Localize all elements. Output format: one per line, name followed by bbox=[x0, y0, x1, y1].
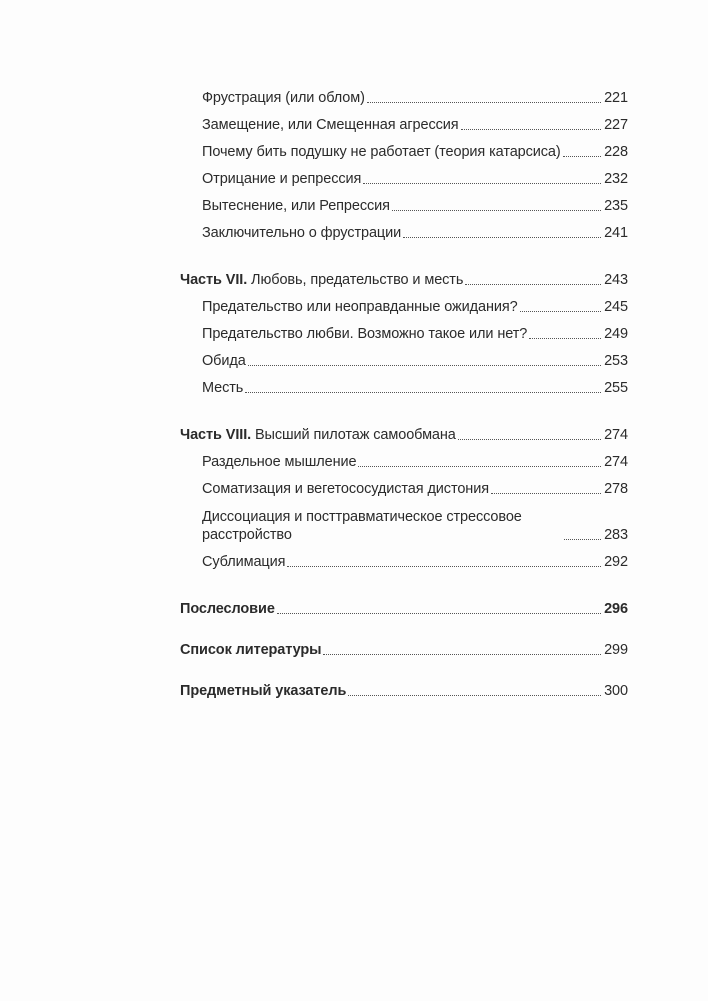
dot-leader bbox=[245, 392, 601, 393]
toc-entry[interactable] bbox=[180, 316, 628, 343]
toc-entry-title: Раздельное мышление bbox=[202, 454, 357, 470]
dot-leader bbox=[564, 539, 601, 540]
toc-entry-title: Замещение, или Смещенная агрессия bbox=[202, 117, 459, 133]
toc-entry[interactable] bbox=[180, 370, 628, 397]
toc-entry[interactable] bbox=[180, 188, 628, 215]
toc-entry-title: Список литературы bbox=[180, 642, 322, 658]
toc-entry[interactable] bbox=[180, 134, 628, 161]
dot-leader bbox=[403, 237, 601, 238]
toc-entry[interactable] bbox=[180, 215, 628, 242]
toc-entry-page: 292 bbox=[604, 554, 628, 570]
dot-leader bbox=[458, 439, 601, 440]
toc-entry-page: 296 bbox=[604, 601, 628, 617]
dot-leader bbox=[248, 365, 601, 366]
toc-entry-title: Соматизация и вегетососудистая дистония bbox=[202, 481, 489, 497]
toc-entry-page: 241 bbox=[604, 225, 628, 241]
dot-leader bbox=[563, 156, 601, 157]
dot-leader bbox=[348, 695, 601, 696]
dot-leader bbox=[461, 129, 602, 130]
toc-entry-title: Отрицание и репрессия bbox=[202, 171, 362, 187]
section-spacer bbox=[180, 571, 628, 591]
toc-entry-title: Послесловие bbox=[180, 601, 275, 617]
toc-afterword[interactable] bbox=[180, 591, 628, 618]
toc-entry[interactable] bbox=[180, 343, 628, 370]
part-name: Любовь, предательство и месть bbox=[247, 272, 464, 288]
dot-leader bbox=[529, 338, 601, 339]
toc-part-page: 274 bbox=[604, 427, 628, 443]
dot-leader bbox=[491, 493, 601, 494]
toc-literature[interactable] bbox=[180, 632, 628, 659]
dot-leader bbox=[358, 466, 601, 467]
toc-entry[interactable] bbox=[180, 498, 628, 544]
toc-entry-page: 299 bbox=[604, 642, 628, 658]
toc-entry-page: 283 bbox=[604, 527, 628, 543]
section-spacer bbox=[180, 618, 628, 632]
toc-entry-page: 274 bbox=[604, 454, 628, 470]
table-of-contents bbox=[180, 80, 628, 700]
toc-entry-page: 221 bbox=[604, 90, 628, 106]
toc-entry-page: 255 bbox=[604, 380, 628, 396]
toc-entry[interactable] bbox=[180, 80, 628, 107]
toc-entry-page: 227 bbox=[604, 117, 628, 133]
toc-entry-title: Предметный указатель bbox=[180, 683, 347, 699]
toc-entry-title: Фрустрация (или облом) bbox=[202, 90, 365, 106]
toc-index[interactable] bbox=[180, 673, 628, 700]
toc-entry-title: Почему бить подушку не работает (теория катарсиса) bbox=[202, 144, 561, 160]
dot-leader bbox=[363, 183, 601, 184]
dot-leader bbox=[465, 284, 601, 285]
toc-entry[interactable] bbox=[180, 289, 628, 316]
part-name: Высший пилотаж самообмана bbox=[251, 427, 456, 443]
toc-entry-page: 228 bbox=[604, 144, 628, 160]
toc-entry-page: 253 bbox=[604, 353, 628, 369]
toc-entry[interactable] bbox=[180, 471, 628, 498]
toc-part-heading[interactable] bbox=[180, 417, 628, 444]
toc-entry-title: Обида bbox=[202, 353, 246, 369]
dot-leader bbox=[520, 311, 602, 312]
part-label: Часть VII. bbox=[180, 272, 248, 288]
toc-entry-title: Заключительно о фрустрации bbox=[202, 225, 402, 241]
toc-entry[interactable] bbox=[180, 444, 628, 471]
toc-entry-title: Сублимация bbox=[202, 554, 286, 570]
toc-entry-page: 235 bbox=[604, 198, 628, 214]
section-spacer bbox=[180, 242, 628, 262]
dot-leader bbox=[392, 210, 601, 211]
dot-leader bbox=[367, 102, 601, 103]
dot-leader bbox=[287, 566, 601, 567]
toc-part-title bbox=[180, 426, 456, 444]
toc-entry-title: Предательство или неоправданные ожидания? bbox=[202, 299, 518, 315]
toc-entry-page: 249 bbox=[604, 326, 628, 342]
toc-entry-title: Предательство любви. Возможно такое или нет? bbox=[202, 326, 528, 342]
section-spacer bbox=[180, 397, 628, 417]
toc-entry[interactable] bbox=[180, 107, 628, 134]
toc-entry-title: Диссоциация и посттравматическое стрессовое расстройство bbox=[202, 509, 522, 543]
toc-entry[interactable] bbox=[180, 161, 628, 188]
toc-entry-page: 245 bbox=[604, 299, 628, 315]
toc-entry-page: 300 bbox=[604, 683, 628, 699]
part-label: Часть VIII. bbox=[180, 427, 252, 443]
dot-leader bbox=[277, 613, 601, 614]
toc-entry-page: 232 bbox=[604, 171, 628, 187]
toc-entry[interactable] bbox=[180, 544, 628, 571]
dot-leader bbox=[323, 654, 601, 655]
toc-entry-page: 278 bbox=[604, 481, 628, 497]
toc-part-page: 243 bbox=[604, 272, 628, 288]
section-spacer bbox=[180, 659, 628, 673]
toc-entry-title: Месть bbox=[202, 380, 244, 396]
toc-part-title bbox=[180, 271, 463, 289]
toc-entry-title: Вытеснение, или Репрессия bbox=[202, 198, 390, 214]
toc-part-heading[interactable] bbox=[180, 262, 628, 289]
